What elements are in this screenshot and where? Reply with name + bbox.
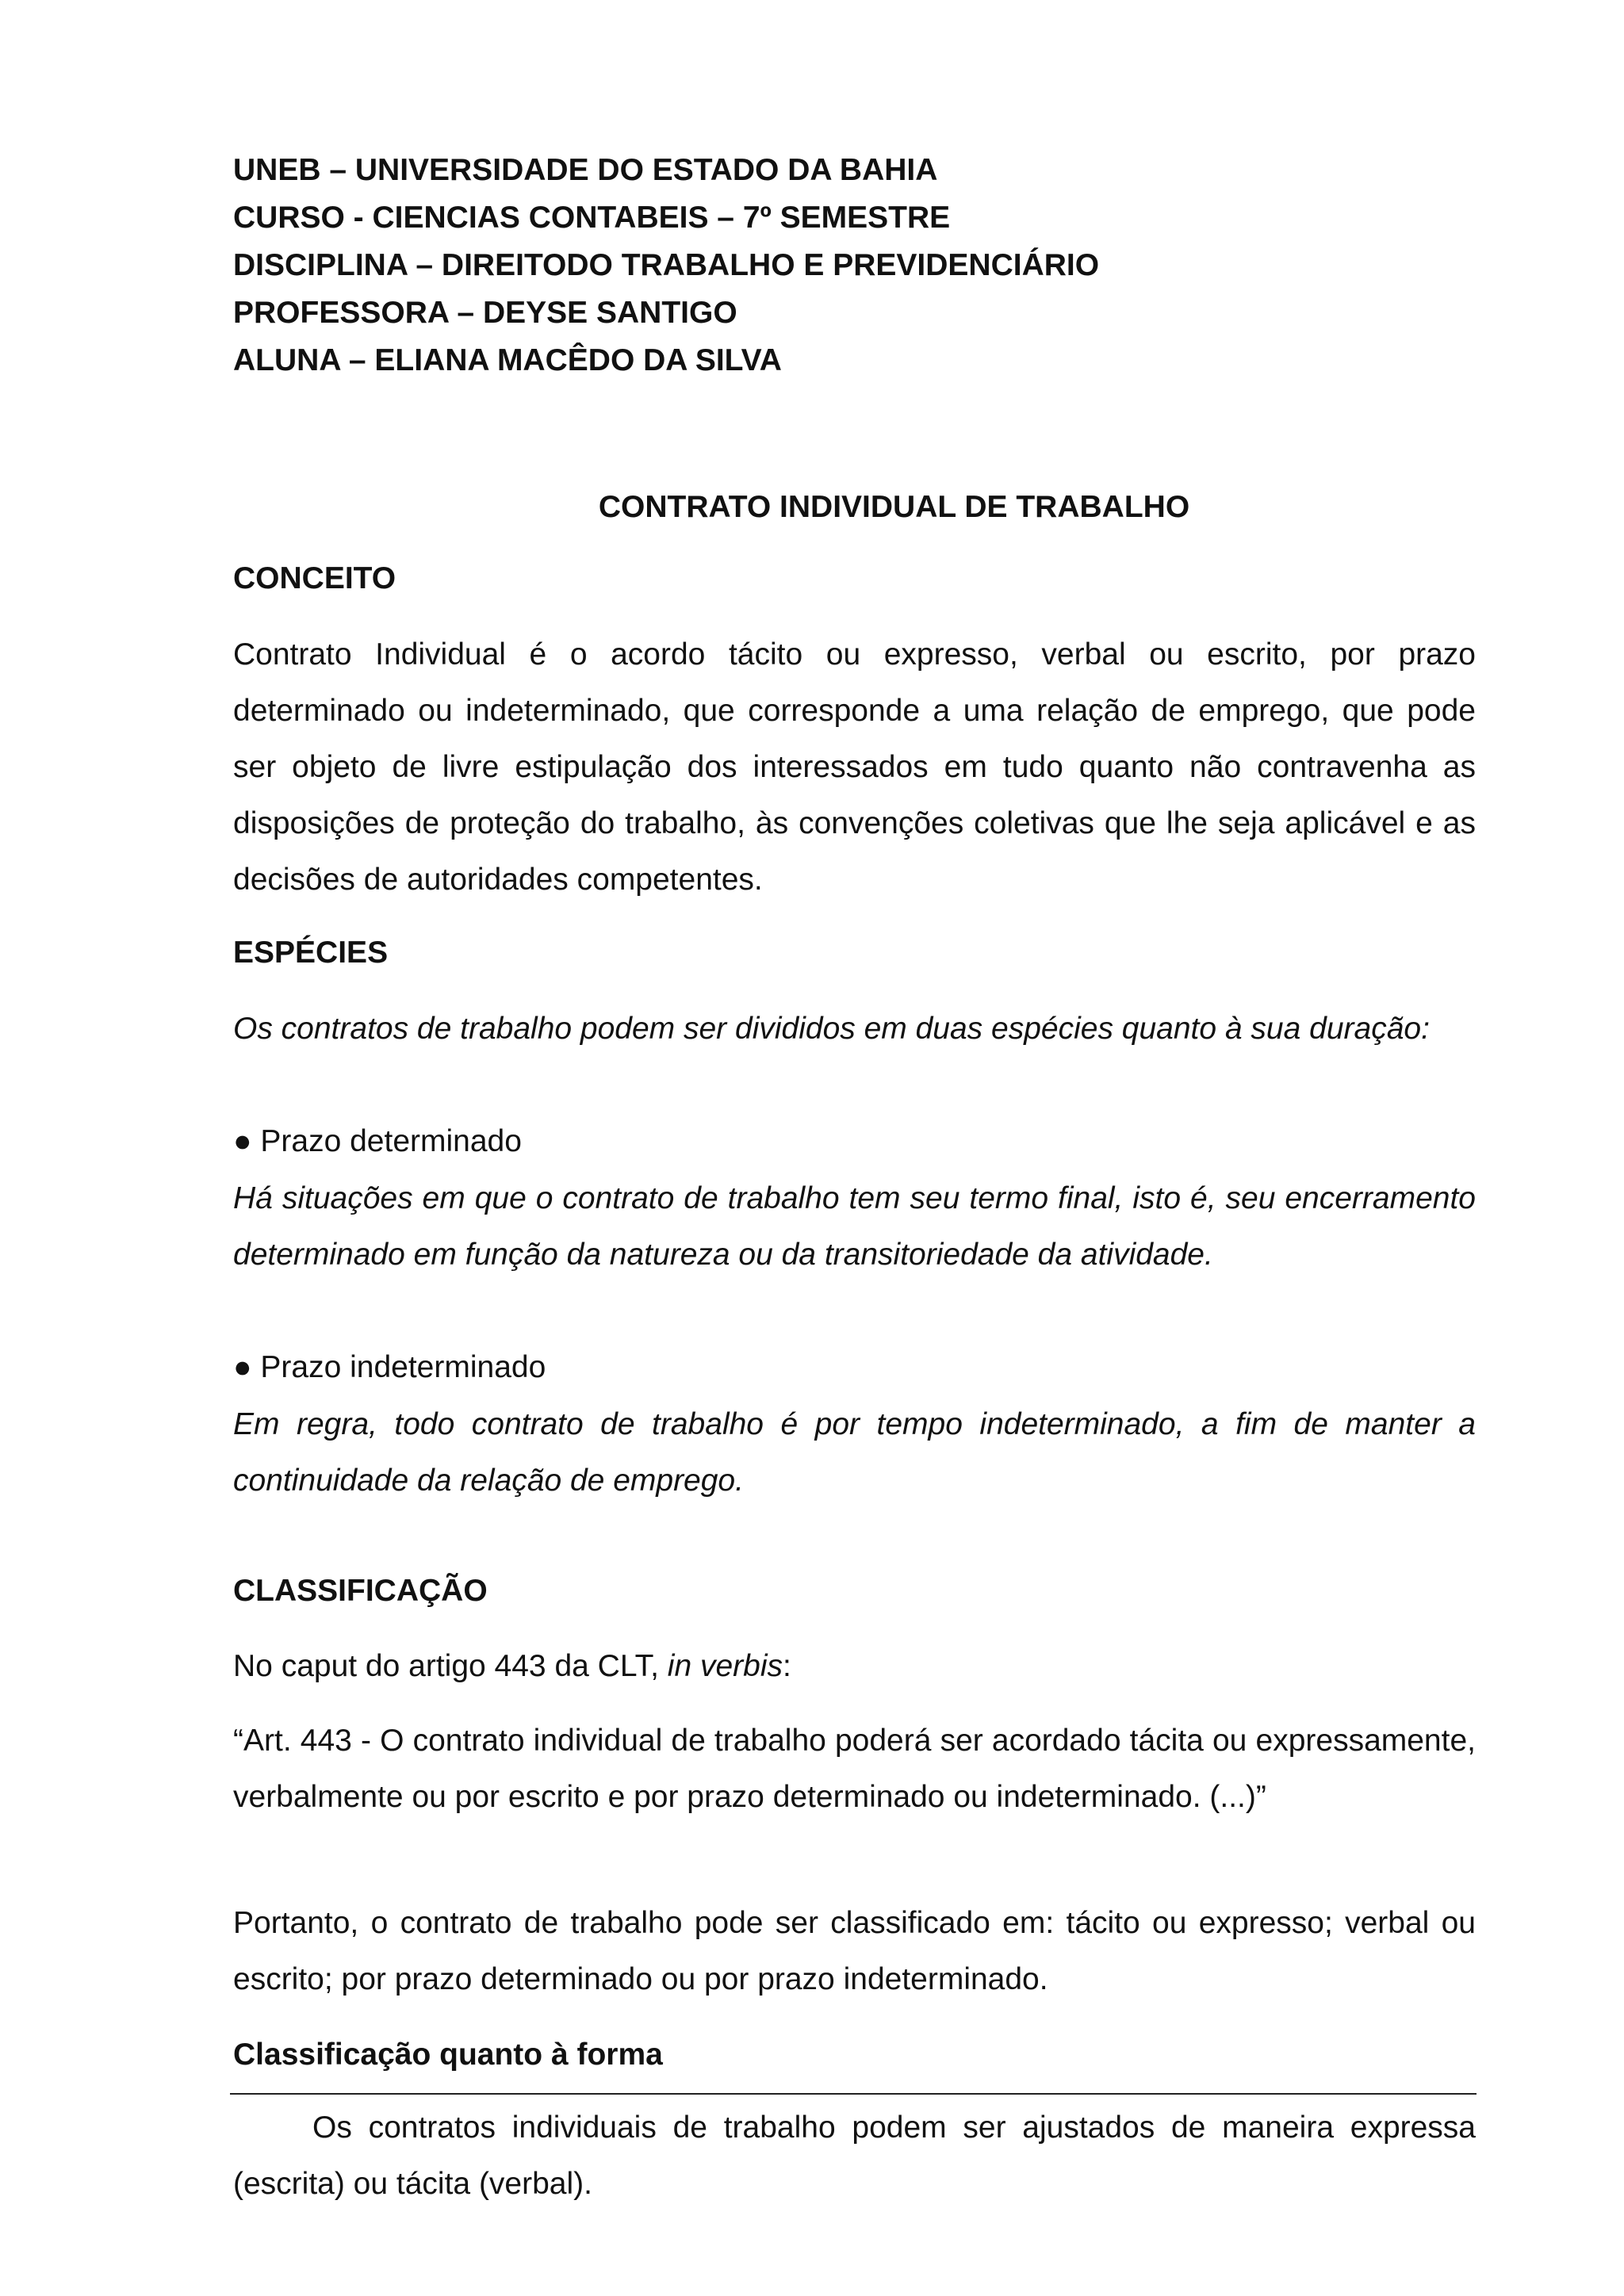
bullet-prazo-determinado: ● Prazo determinado (233, 1124, 522, 1158)
paragraph-prazo-determinado: Há situações em que o contrato de trabalho tem seu termo final, isto é, seu encerramento determinado em função da natureza ou da transitoriedade da atividade. (233, 1181, 1476, 1272)
paragraph-prazo-indeterminado: Em regra, todo contrato de trabalho é por tempo indeterminado, a fim de manter a continuidade da relação de emprego. (233, 1407, 1476, 1498)
paragraph-portanto: Portanto, o contrato de trabalho pode ser classificado em: tácito ou expresso; verbal ou escrito; por prazo determinado ou por prazo indeterminado. (233, 1906, 1476, 1996)
header-discipline: DISCIPLINA – DIREITODO TRABALHO E PREVIDENCIÁRIO (233, 248, 1100, 282)
divider-line (230, 2093, 1477, 2095)
paragraph-forma: Os contratos individuais de trabalho podem ser ajustados de maneira expressa (escrita) ou tácita (verbal). (233, 2110, 1476, 2201)
header-professor: PROFESSORA – DEYSE SANTIGO (233, 296, 737, 330)
bullet-prazo-indeterminado: ● Prazo indeterminado (233, 1350, 546, 1384)
header-course: CURSO - CIENCIAS CONTABEIS – 7º SEMESTRE (233, 201, 951, 235)
document-title: CONTRATO INDIVIDUAL DE TRABALHO (598, 490, 1190, 524)
section-heading-especies: ESPÉCIES (233, 936, 389, 970)
paragraph-quote-art-443: “Art. 443 - O contrato individual de trabalho poderá ser acordado tácita ou expressamente, verbalmente ou por escrito e por prazo determinado ou indeterminado. (...)” (233, 1724, 1476, 1814)
caput-in-verbis: in verbis (667, 1649, 783, 1683)
paragraph-caput (233, 1649, 791, 1684)
caput-prefix: No caput do artigo 443 da CLT, (233, 1649, 668, 1683)
paragraph-conceito: Contrato Individual é o acordo tácito ou expresso, verbal ou escrito, por prazo determinado ou indeterminado, que corresponde a uma relação de emprego, que pode ser objeto de livre estipulação dos interessados em tudo quanto não contravenha as disposições de proteção do trabalho, às convenções coletivas que lhe seja aplicável e as decisões de autoridades competentes. (233, 637, 1476, 897)
caput-suffix: : (783, 1649, 791, 1683)
header-university: UNEB – UNIVERSIDADE DO ESTADO DA BAHIA (233, 153, 938, 187)
header-student: ALUNA – ELIANA MACÊDO DA SILVA (233, 343, 782, 377)
section-heading-classificacao: CLASSIFICAÇÃO (233, 1574, 488, 1608)
paragraph-especies-intro: Os contratos de trabalho podem ser divididos em duas espécies quanto à sua duração: (233, 1012, 1430, 1046)
subheading-forma: Classificação quanto à forma (233, 2038, 663, 2072)
section-heading-conceito: CONCEITO (233, 561, 396, 595)
